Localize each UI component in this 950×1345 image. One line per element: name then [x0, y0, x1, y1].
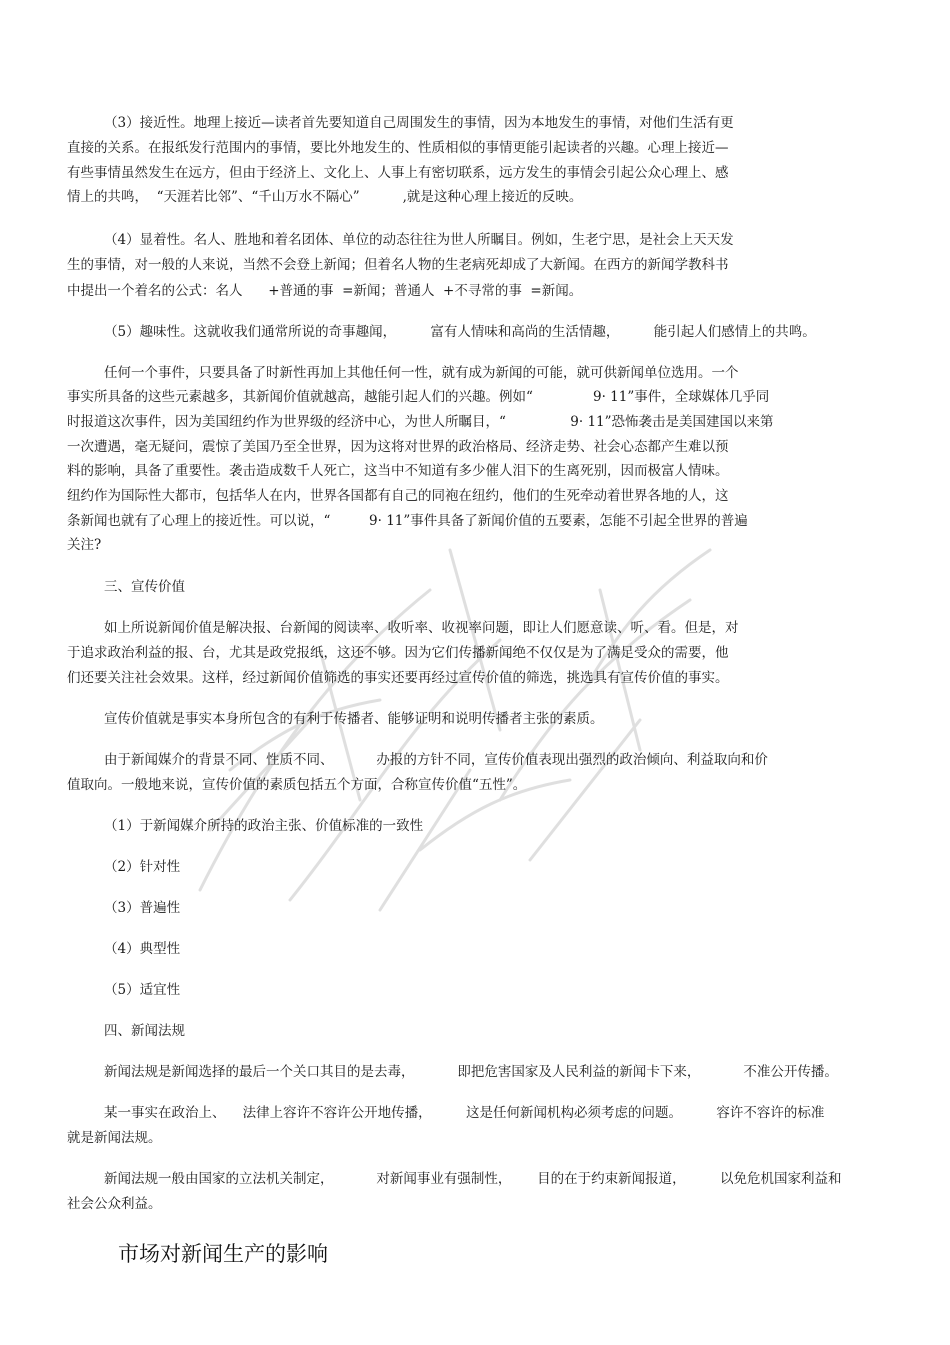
paragraph-prominence-line-2: 生的事情，对一般的人来说，当然不会登上新闻；但着名人物的生老病死却成了大新闻。在西方的新闻学教科书: [67, 257, 729, 273]
section-heading-propaganda-value: 三、宣传价值: [104, 579, 185, 595]
section-title-market-influence: 市场对新闻生产的影响: [118, 1242, 328, 1266]
list-item-2: （2）针对性: [104, 859, 181, 875]
paragraph-prominence-line-1: （4）显着性。名人、胜地和着名团体、单位的动态往往为世人所瞩目。例如，生老宁思，是社会上天天发: [104, 232, 734, 248]
paragraph-proximity-line-2: 直接的关系。在报纸发行范围内的事情，要比外地发生的、性质相似的事情更能引起读者的兴趣。心理上接近—: [67, 140, 729, 156]
paragraph-regulations-gate: 新闻法规是新闻选择的最后一个关口其目的是去毒， 即把危害国家及人民利益的新闻卡下来， 不准公开传播。: [104, 1064, 838, 1080]
paragraph-regulations-standard-line-2: 就是新闻法规。: [67, 1130, 162, 1146]
paragraph-propaganda-definition: 宣传价值就是事实本身所包含的有利于传播者、能够证明和说明传播者主张的素质。: [104, 711, 604, 727]
section-heading-news-regulations: 四、新闻法规: [104, 1023, 185, 1039]
paragraph-911-line-3: 时报道这次事件，因为美国纽约作为世界级的经济中心，为世人所瞩目，“ 9· 11”恐怖袭击是美国建国以来第: [67, 414, 774, 430]
paragraph-propaganda-line-3: 们还要关注社会效果。这样，经过新闻价值筛选的事实还要再经过宣传价值的筛选，挑选具有宣传价值的事实。: [67, 670, 729, 686]
paragraph-propaganda-line-1: 如上所说新闻价值是解决报、台新闻的阅读率、收听率、收视率问题，即让人们愿意读、听、看。但是，对: [104, 620, 739, 636]
paragraph-911-line-6: 纽约作为国际性大都市，包括华人在内，世界各国都有自己的同袍在纽约，他们的生死牵动着世界各地的人，这: [67, 488, 729, 504]
list-item-1: （1）于新闻媒介所持的政治主张、价值标准的一致性: [104, 818, 424, 834]
paragraph-911-line-4: 一次遭遇，毫无疑问，震惊了美国乃至全世界，因为这将对世界的政治格局、经济走势、社会心态都产生难以预: [67, 439, 729, 455]
watermark-graphic: [170, 470, 730, 930]
paragraph-regulations-legislation-line-2: 社会公众利益。: [67, 1196, 162, 1212]
list-item-5: （5）适宜性: [104, 982, 181, 998]
paragraph-regulations-standard-line-1: 某一事实在政治上、 法律上容许不容许公开地传播， 这是任何新闻机构必须考虑的问题。 容许不容许的标准: [104, 1105, 825, 1121]
paragraph-911-line-5: 料的影响，具备了重要性。袭击造成数千人死亡，这当中不知道有多少催人泪下的生离死别，因而极富人情味。: [67, 463, 729, 479]
paragraph-proximity-line-1: （3）接近性。地理上接近—读者首先要知道自己周围发生的事情，因为本地发生的事情，对他们生活有更: [104, 115, 734, 131]
paragraph-proximity-line-3: 有些事情虽然发生在远方，但由于经济上、文化上、人事上有密切联系，远方发生的事情会引起公众心理上、感: [67, 165, 729, 181]
paragraph-five-aspects-line-2: 值取向。一般地来说，宣传价值的素质包括五个方面，合称宣传价值“五性”。: [67, 777, 527, 793]
paragraph-911-line-7: 条新闻也就有了心理上的接近性。可以说，“ 9· 11”事件具备了新闻价值的五要素，怎能不引起全世界的普遍: [67, 513, 748, 529]
paragraph-proximity-line-4: 情上的共鸣， “天涯若比邻”、“千山万水不隔心” ,就是这种心理上接近的反映。: [67, 189, 583, 205]
paragraph-911-line-8: 关注?: [67, 537, 102, 553]
paragraph-911-line-2: 事实所具备的这些元素越多，其新闻价值就越高，越能引起人们的兴趣。例如“ 9· 11”事件，全球媒体几乎同: [67, 389, 770, 405]
list-item-3: （3）普遍性: [104, 900, 181, 916]
paragraph-regulations-legislation-line-1: 新闻法规一般由国家的立法机关制定， 对新闻事业有强制性， 目的在于约束新闻报道， 以免危机国家利益和: [104, 1171, 842, 1187]
list-item-4: （4）典型性: [104, 941, 181, 957]
paragraph-911-line-1: 任何一个事件，只要具备了时新性再加上其他任何一性，就有成为新闻的可能，就可供新闻单位选用。一个: [104, 365, 739, 381]
paragraph-five-aspects-line-1: 由于新闻媒介的背景不同、性质不同、 办报的方针不同，宣传价值表现出强烈的政治倾向、利益取向和价: [104, 752, 768, 768]
paragraph-propaganda-line-2: 于追求政治利益的报、台，尤其是政党报纸，这还不够。因为它们传播新闻绝不仅仅是为了满足受众的需要，他: [67, 645, 729, 661]
paragraph-interest: （5）趣味性。这就收我们通常所说的奇事趣闻， 富有人情味和高尚的生活情趣， 能引起人们感情上的共鸣。: [104, 324, 816, 340]
paragraph-prominence-line-3: 中提出一个着名的公式：名人 +普通的事 =新闻；普通人 +不寻常的事 =新闻。: [67, 283, 583, 299]
